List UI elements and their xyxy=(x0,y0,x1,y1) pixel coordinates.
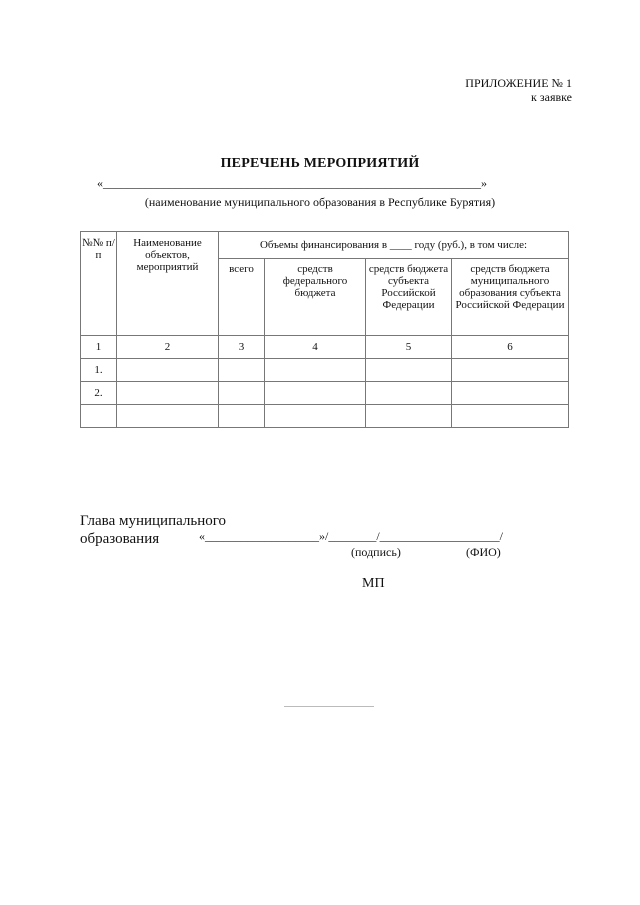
table-cell xyxy=(117,359,219,382)
column-number: 3 xyxy=(219,336,265,359)
table-row xyxy=(81,359,569,382)
column-number: 4 xyxy=(265,336,366,359)
header-name: Наименование объектов, мероприятий xyxy=(117,232,219,336)
table-cell xyxy=(117,405,219,428)
column-number: 1 xyxy=(81,336,117,359)
signature-caption: (подпись) xyxy=(351,545,401,559)
table-cell xyxy=(219,405,265,428)
column-number: 2 xyxy=(117,336,219,359)
municipality-name-line: «_______________________________________________________________» xyxy=(97,176,487,190)
column-numbers-row xyxy=(81,336,569,359)
row-number xyxy=(81,405,117,428)
row-number: 1. xyxy=(81,359,117,382)
table-cell xyxy=(219,359,265,382)
table-cell xyxy=(117,382,219,405)
subheader-subject: средств бюджета субъекта Российской Федерации xyxy=(366,259,452,336)
table-cell xyxy=(452,405,569,428)
table-row xyxy=(81,405,569,428)
row-number: 2. xyxy=(81,382,117,405)
footer-divider xyxy=(284,706,374,707)
table-row xyxy=(81,382,569,405)
activities-table xyxy=(80,231,569,428)
subheader-total: всего xyxy=(219,259,265,336)
appendix-header xyxy=(465,76,572,104)
signature-lines: «___________________»/________/____________________/ xyxy=(199,529,504,543)
signatory-label-line2: образования xyxy=(80,531,160,547)
municipality-name-caption: (наименование муниципального образования в Республике Бурятия) xyxy=(144,195,496,209)
full-name-caption: (ФИО) xyxy=(466,545,501,559)
table-cell xyxy=(265,382,366,405)
signatory-label-line1: Глава муниципального xyxy=(80,513,227,529)
stamp-placeholder: МП xyxy=(362,576,385,591)
subheader-federal: средств федерального бюджета xyxy=(265,259,366,336)
table-cell xyxy=(265,405,366,428)
table-cell xyxy=(265,359,366,382)
table-cell xyxy=(366,359,452,382)
column-number: 5 xyxy=(366,336,452,359)
header-number: №№ п/п xyxy=(81,232,117,336)
header-funding: Объемы финансирования в ____ году (руб.), в том числе: xyxy=(219,232,569,259)
table-cell xyxy=(452,359,569,382)
table-header-row xyxy=(81,232,569,259)
appendix-subtitle: к заявке xyxy=(531,90,572,104)
table-cell xyxy=(366,382,452,405)
document-title: ПЕРЕЧЕНЬ МЕРОПРИЯТИЙ xyxy=(220,156,420,171)
column-number: 6 xyxy=(452,336,569,359)
table-cell xyxy=(219,382,265,405)
subheader-municipal: средств бюджета муниципального образования субъекта Российской Федерации xyxy=(452,259,569,336)
table-cell xyxy=(366,405,452,428)
table-cell xyxy=(452,382,569,405)
appendix-title: ПРИЛОЖЕНИЕ № 1 xyxy=(465,76,572,90)
